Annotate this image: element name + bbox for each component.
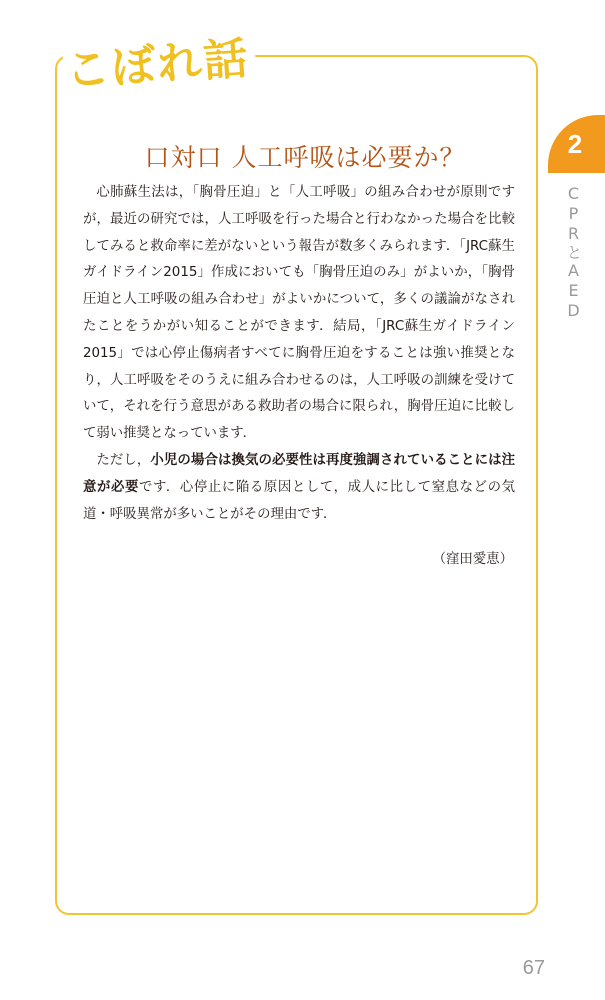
paragraph-2-prefix: ただし，	[96, 452, 151, 468]
paragraph-2	[83, 448, 515, 528]
chapter-number: 2	[567, 129, 583, 159]
paragraph-2-emphasis: 小児の場合は換気の必要性は再度強調されていることには注意が必要	[83, 452, 516, 495]
author-credit: （窪田愛恵）	[432, 552, 513, 567]
paragraph-1: 心肺蘇生法は，「胸骨圧迫」と「人工呼吸」の組み合わせが原則ですが，最近の研究では，人工呼吸を行った場合と行わなかった場合を比較してみると救命率に差がないという報告が数多くみられます．「JRC蘇生ガイドライン2015」作成においても「胸骨圧迫のみ」がよいか，「胸骨圧迫と人工呼吸の組み合わせ」がよいかについて，多くの議論がなされたことをうかがい知ることができます．結局，「JRC蘇生ガイドライン2015」では心停止傷病者すべてに胸骨圧迫をすることは強い推奨となり，人工呼吸をそのうえに組み合わせるのは，人工呼吸の訓練を受けていて，それを行う意思がある救助者の場合に限られ，胸骨圧迫に比較して弱い推奨となっています．	[83, 185, 515, 442]
chapter-title: CPRとAED	[564, 184, 583, 321]
page-number: 67	[522, 957, 545, 979]
article-title: 口対口 人工呼吸は必要か？	[144, 143, 466, 172]
paragraph-2-suffix: です．心停止に陥る原因として，成人に比して窒息などの気道・呼吸異常が多いことがその理由です．	[83, 479, 515, 522]
column-label: こぼれ話	[62, 37, 257, 98]
article-body	[83, 180, 515, 528]
